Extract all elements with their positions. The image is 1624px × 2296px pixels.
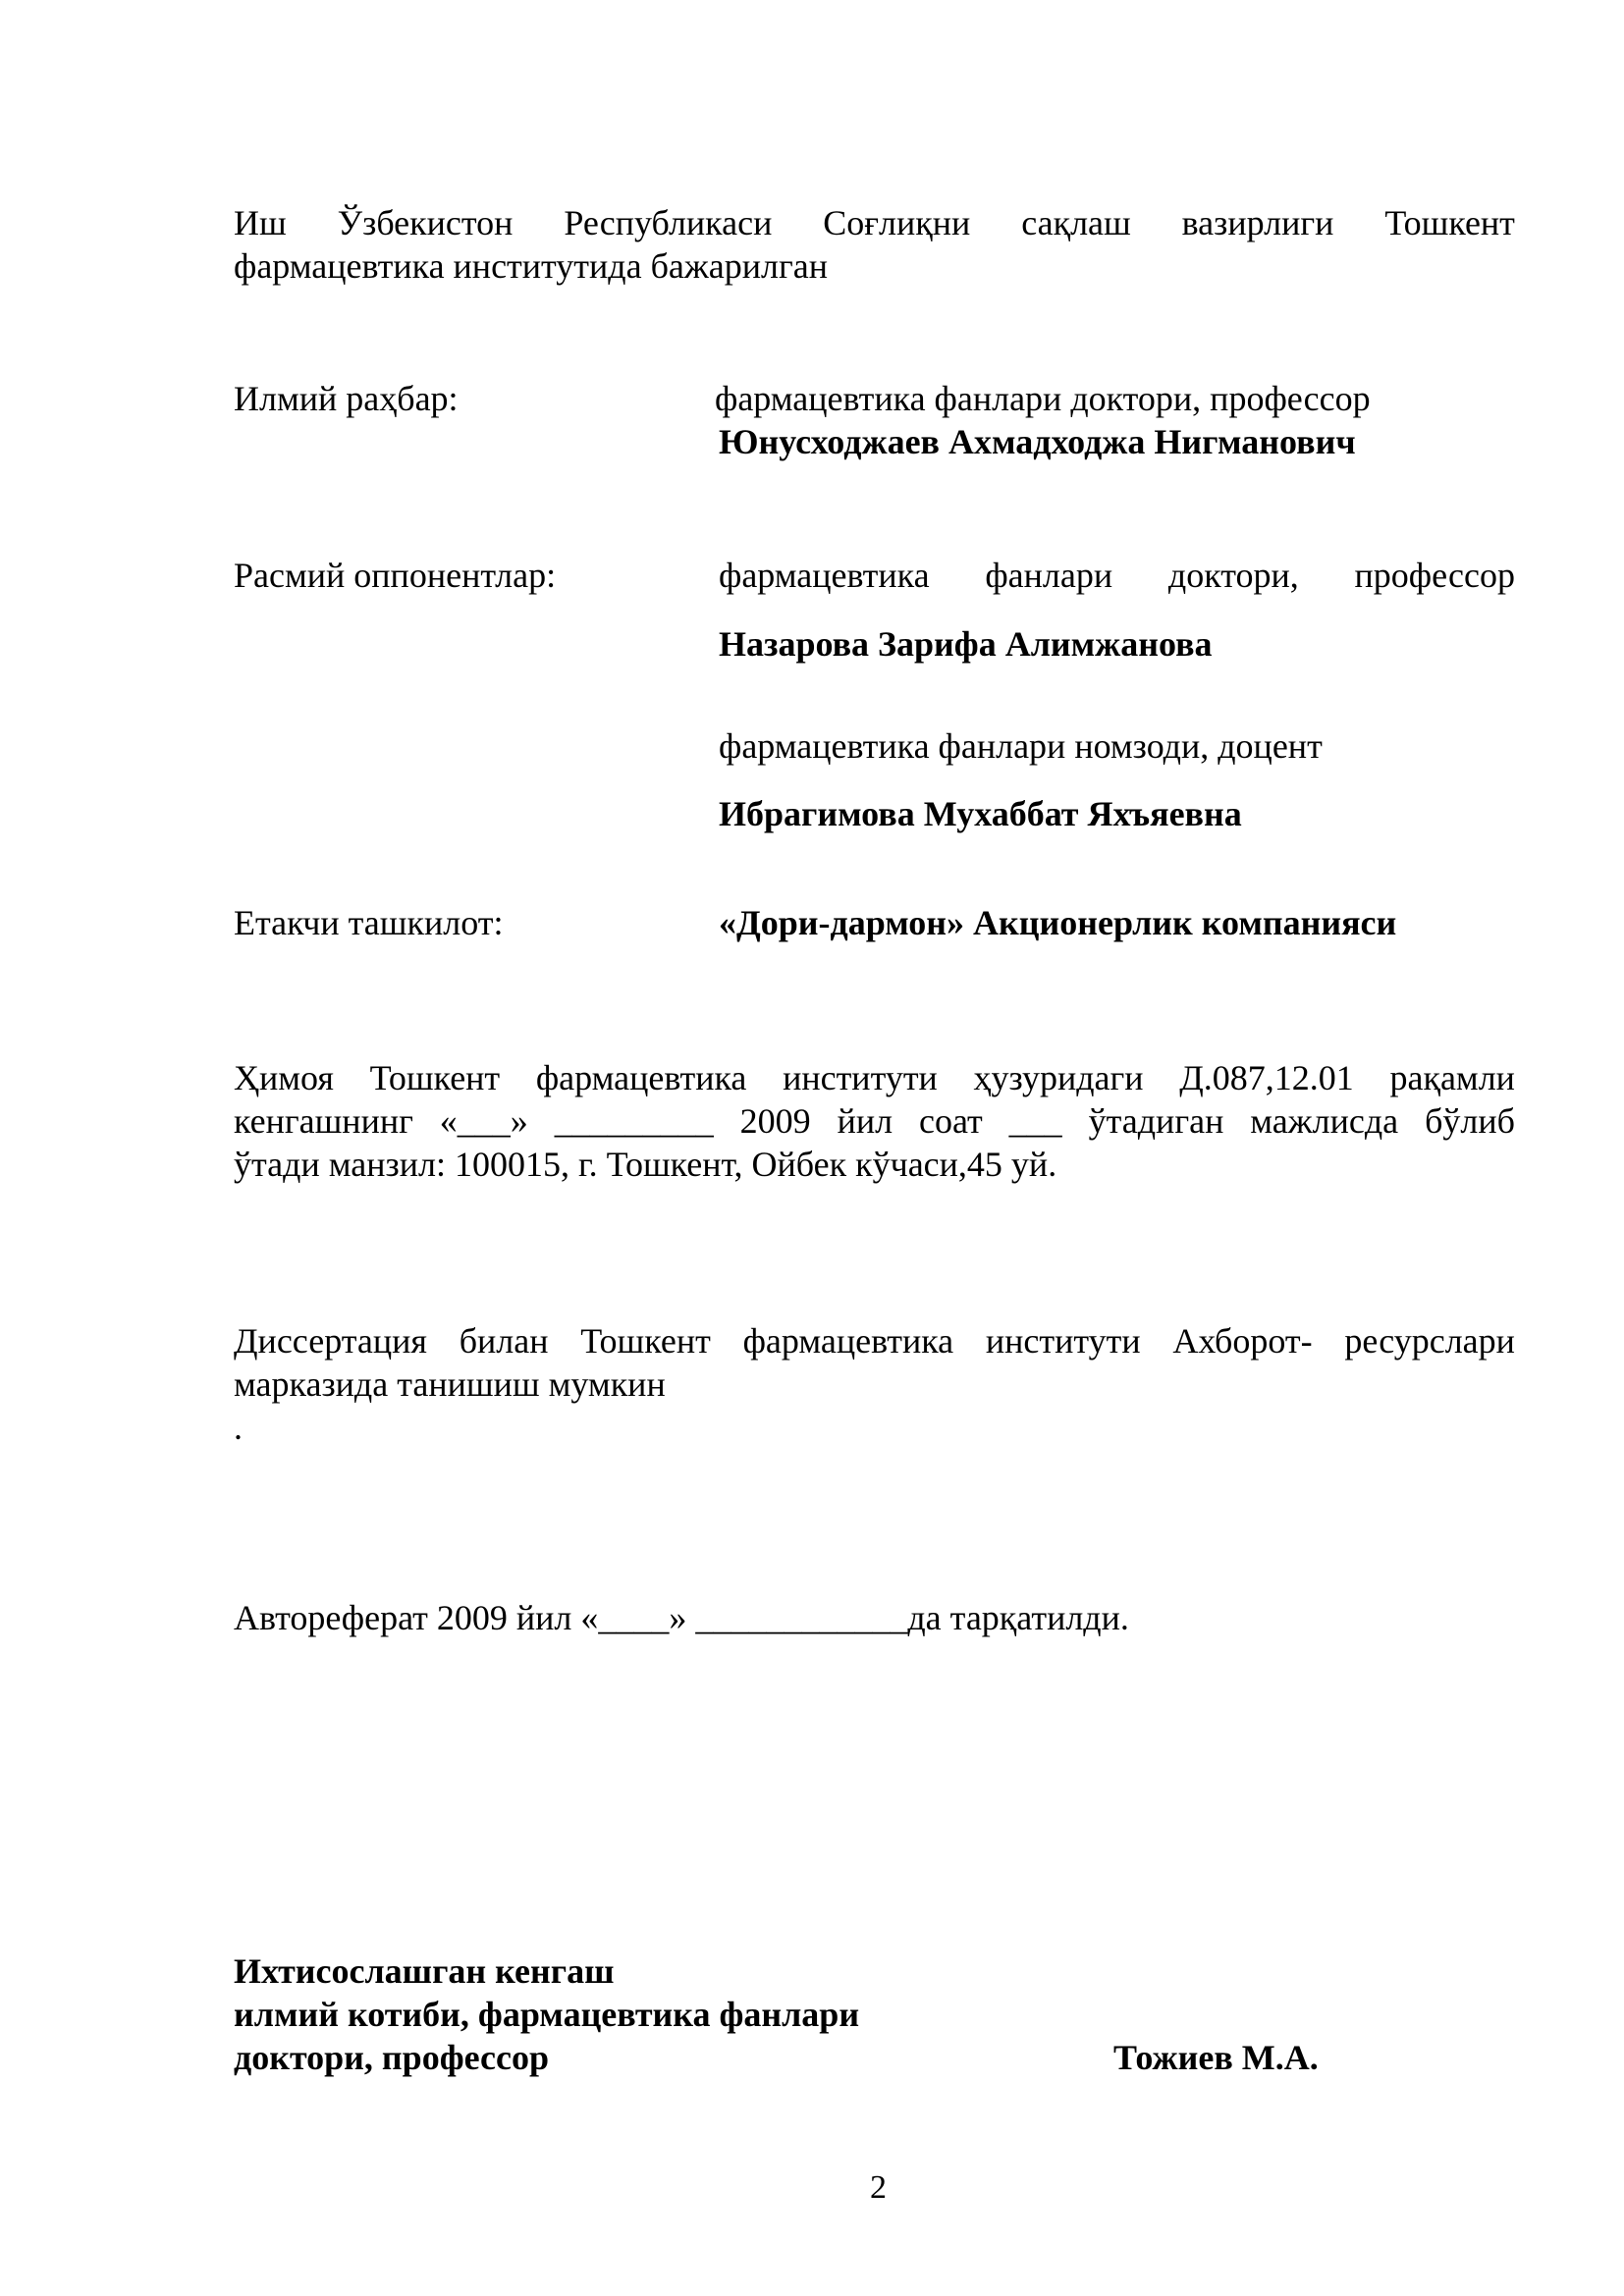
intro-line-2: фармацевтика институтида бажарилган <box>234 246 828 286</box>
defense-line-1 <box>234 1056 1515 1099</box>
autoreferat-line: Автореферат 2009 йил «____» ____________да тарқатилди. <box>234 1598 1129 1637</box>
intro-word: Иш <box>234 203 287 242</box>
defense-word: Д.087,12.01 <box>1179 1058 1354 1097</box>
dissertation-line-2: марказида танишиш мумкин <box>234 1364 666 1404</box>
defense-word: Тошкент <box>369 1058 501 1097</box>
defense-word: соат <box>918 1101 983 1141</box>
defense-word: бўлиб <box>1425 1101 1515 1141</box>
opponents-label: Расмий оппонентлар: <box>234 556 557 595</box>
intro-word: Тошкент <box>1384 203 1515 242</box>
defense-line-3: ўтади манзил: 100015, г. Тошкент, Ойбек кўчаси,45 уй. <box>234 1145 1057 1184</box>
defense-word: кенгашнинг <box>234 1101 413 1141</box>
defense-word: 2009 <box>739 1101 811 1141</box>
defense-line-2 <box>234 1099 1515 1143</box>
dissertation-line-1 <box>234 1319 1515 1362</box>
defense-word: «___» <box>439 1101 528 1141</box>
page-number: 2 <box>870 2169 887 2206</box>
dissertation-word: Диссертация <box>234 1321 427 1361</box>
defense-word: ҳузуридаги <box>973 1058 1144 1097</box>
defense-word: мажлисда <box>1250 1101 1399 1141</box>
dissertation-word: институти <box>985 1321 1141 1361</box>
opponent-2-name: Ибрагимова Мухаббат Яхъяевна <box>719 794 1242 833</box>
intro-line-1 <box>234 201 1515 244</box>
opponent-1-name: Назарова Зарифа Алимжанова <box>719 624 1213 664</box>
signature-line-1: Ихтисослашган кенгаш <box>234 1951 615 1991</box>
defense-word: фармацевтика <box>535 1058 747 1097</box>
opponent-1-title-word: доктори, <box>1167 556 1299 595</box>
intro-word: вазирлиги <box>1181 203 1334 242</box>
opponent-1-title <box>719 554 1515 597</box>
intro-word: Республикаси <box>564 203 773 242</box>
defense-word: ___ <box>1008 1101 1062 1141</box>
intro-word: Соғлиқни <box>823 203 971 242</box>
dissertation-word: фармацевтика <box>742 1321 954 1361</box>
defense-word: Ҳимоя <box>234 1058 334 1097</box>
lead-org-label: Етакчи ташкилот: <box>234 903 504 942</box>
defense-word: _________ <box>554 1101 714 1141</box>
dissertation-line-3: . <box>234 1408 243 1447</box>
dissertation-word: билан <box>459 1321 549 1361</box>
opponent-2-title: фармацевтика фанлари номзоди, доцент <box>719 726 1323 766</box>
opponent-1-title-word: фармацевтика <box>719 556 930 595</box>
intro-word: сақлаш <box>1021 203 1131 242</box>
opponent-1-title-word: профессор <box>1354 556 1515 595</box>
defense-word: институти <box>783 1058 938 1097</box>
dissertation-word: ресурслари <box>1344 1321 1515 1361</box>
intro-word: Ўзбекистон <box>337 203 514 242</box>
dissertation-word: Ахборот- <box>1172 1321 1313 1361</box>
signature-line-3: доктори, профессор <box>234 2038 549 2077</box>
defense-word: йил <box>837 1101 893 1141</box>
signature-name: Тожиев М.А. <box>1113 2038 1319 2077</box>
defense-word: рақамли <box>1389 1058 1515 1097</box>
signature-line-2: илмий котиби, фармацевтика фанлари <box>234 1995 860 2034</box>
supervisor-name: Юнусходжаев Ахмадходжа Нигманович <box>719 422 1356 461</box>
supervisor-title: фармацевтика фанлари доктори, профессор <box>715 379 1371 418</box>
lead-org-name: «Дори-дармон» Акционерлик компанияси <box>719 903 1397 942</box>
supervisor-label: Илмий раҳбар: <box>234 379 459 418</box>
defense-word: ўтадиган <box>1088 1101 1224 1141</box>
dissertation-word: Тошкент <box>580 1321 711 1361</box>
opponent-1-title-word: фанлари <box>985 556 1113 595</box>
